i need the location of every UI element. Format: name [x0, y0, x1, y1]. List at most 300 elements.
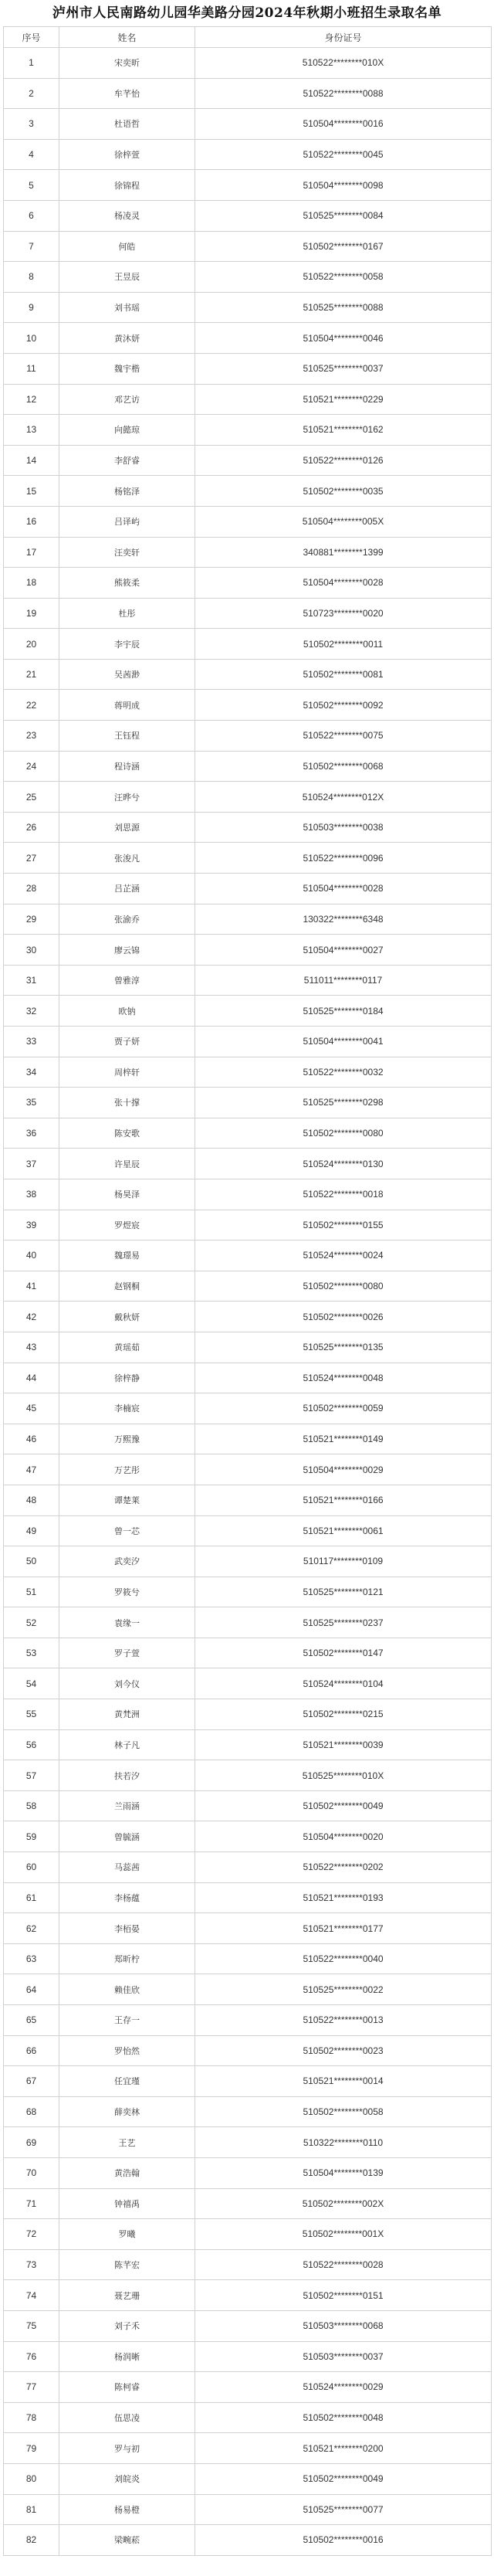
row-index: 68: [4, 2096, 59, 2127]
id-number: 510502********0059: [195, 1393, 492, 1424]
row-index: 79: [4, 2433, 59, 2464]
student-name: 赵钢桐: [59, 1271, 195, 1302]
table-row: [4, 1729, 492, 1760]
id-number: 510522********0045: [195, 139, 492, 170]
table-row: [4, 1149, 492, 1179]
student-name: 宋奕昕: [59, 48, 195, 79]
student-name: 梁畹菘: [59, 2525, 195, 2556]
student-name: 马蕊茜: [59, 1852, 195, 1883]
table-row: [4, 2433, 492, 2464]
id-number: 511011********0117: [195, 965, 492, 996]
id-number: 510504********0020: [195, 1821, 492, 1852]
student-name: 李栢晏: [59, 1913, 195, 1944]
row-index: 64: [4, 1974, 59, 2005]
table-row: [4, 476, 492, 507]
row-index: 46: [4, 1424, 59, 1454]
id-number: 510525********0084: [195, 200, 492, 231]
student-name: 黄浩翰: [59, 2157, 195, 2188]
row-index: 39: [4, 1210, 59, 1240]
header-index: 序号: [4, 27, 59, 48]
row-index: 47: [4, 1454, 59, 1485]
row-index: 1: [4, 48, 59, 79]
table-row: [4, 2035, 492, 2066]
id-number: 510524********0104: [195, 1668, 492, 1699]
table-row: [4, 262, 492, 293]
row-index: 51: [4, 1576, 59, 1607]
id-number: 510503********0038: [195, 812, 492, 843]
row-index: 36: [4, 1118, 59, 1149]
student-name: 罗子萱: [59, 1638, 195, 1668]
table-row: [4, 568, 492, 599]
table-row: [4, 1302, 492, 1332]
student-name: 杨昊泽: [59, 1179, 195, 1210]
table-row: [4, 1852, 492, 1883]
table-row: [4, 2066, 492, 2097]
student-name: 向懿琼: [59, 415, 195, 446]
table-row: [4, 78, 492, 109]
row-index: 61: [4, 1882, 59, 1913]
table-row: [4, 1027, 492, 1057]
row-index: 25: [4, 782, 59, 813]
row-index: 54: [4, 1668, 59, 1699]
table-row: [4, 782, 492, 813]
row-index: 67: [4, 2066, 59, 2097]
table-row: [4, 415, 492, 446]
student-name: 戴秋妍: [59, 1302, 195, 1332]
row-index: 6: [4, 200, 59, 231]
table-row: [4, 2525, 492, 2556]
id-number: 510522********0040: [195, 1943, 492, 1974]
row-index: 76: [4, 2341, 59, 2372]
student-name: 刘皖炎: [59, 2463, 195, 2494]
page-title: 泸州市人民南路幼儿园华美路分园2024年秋期小班招生录取名单: [52, 5, 442, 21]
table-row: [4, 2372, 492, 2403]
row-index: 63: [4, 1943, 59, 1974]
row-index: 24: [4, 751, 59, 782]
row-index: 69: [4, 2127, 59, 2158]
table-row: [4, 1118, 492, 1149]
header-id-number: 身份证号: [195, 27, 492, 48]
row-index: 5: [4, 170, 59, 201]
id-number: 510502********0092: [195, 690, 492, 721]
student-name: 王存一: [59, 2005, 195, 2036]
id-number: 510525********0135: [195, 1332, 492, 1363]
row-index: 40: [4, 1240, 59, 1271]
row-index: 18: [4, 568, 59, 599]
student-name: 扶若汐: [59, 1760, 195, 1791]
table-row: [4, 2494, 492, 2525]
id-number: 510525********0022: [195, 1974, 492, 2005]
id-number: 510502********0049: [195, 2463, 492, 2494]
student-name: 王艺: [59, 2127, 195, 2158]
student-name: 杜语哲: [59, 109, 195, 140]
table-row: [4, 200, 492, 231]
table-row: [4, 659, 492, 690]
id-number: 510504********0016: [195, 109, 492, 140]
student-name: 兰雨涵: [59, 1790, 195, 1821]
student-name: 吕译屿: [59, 506, 195, 537]
table-row: [4, 812, 492, 843]
id-number: 510524********0130: [195, 1149, 492, 1179]
header-name: 姓名: [59, 27, 195, 48]
row-index: 72: [4, 2219, 59, 2250]
id-number: 510522********0075: [195, 721, 492, 752]
student-name: 任宜瑾: [59, 2066, 195, 2097]
table-row: [4, 2157, 492, 2188]
row-index: 45: [4, 1393, 59, 1424]
id-number: 510504********0027: [195, 935, 492, 966]
row-index: 57: [4, 1760, 59, 1791]
table-row: [4, 2249, 492, 2280]
student-name: 谭楚莱: [59, 1485, 195, 1515]
row-index: 73: [4, 2249, 59, 2280]
row-index: 28: [4, 874, 59, 904]
id-number: 510502********0026: [195, 1302, 492, 1332]
table-row: [4, 537, 492, 568]
row-index: 20: [4, 629, 59, 660]
student-name: 王昱辰: [59, 262, 195, 293]
row-index: 37: [4, 1149, 59, 1179]
student-name: 廖云锦: [59, 935, 195, 966]
id-number: 510524********0029: [195, 2372, 492, 2403]
id-number: 510504********0028: [195, 874, 492, 904]
row-index: 70: [4, 2157, 59, 2188]
row-index: 34: [4, 1057, 59, 1088]
id-number: 510117********0109: [195, 1546, 492, 1577]
id-number: 510503********0037: [195, 2341, 492, 2372]
id-number: 510522********0032: [195, 1057, 492, 1088]
row-index: 19: [4, 598, 59, 629]
student-name: 罗怡然: [59, 2035, 195, 2066]
id-number: 510502********0081: [195, 659, 492, 690]
student-name: 袁缘一: [59, 1607, 195, 1638]
table-row: [4, 935, 492, 966]
id-number: 510525********0088: [195, 292, 492, 323]
student-name: 黄瑶茹: [59, 1332, 195, 1363]
id-number: 510525********010X: [195, 1760, 492, 1791]
student-name: 陈柯睿: [59, 2372, 195, 2403]
student-name: 王钰程: [59, 721, 195, 752]
row-index: 66: [4, 2035, 59, 2066]
table-row: [4, 1790, 492, 1821]
table-row: [4, 1974, 492, 2005]
table-row: [4, 629, 492, 660]
id-number: 510502********0058: [195, 2096, 492, 2127]
table-body: [4, 48, 492, 2556]
id-number: 510502********0155: [195, 1210, 492, 1240]
id-number: 510524********0024: [195, 1240, 492, 1271]
table-row: [4, 751, 492, 782]
table-row: [4, 2280, 492, 2311]
student-name: 杨凌灵: [59, 200, 195, 231]
table-row: [4, 1271, 492, 1302]
row-index: 74: [4, 2280, 59, 2311]
row-index: 21: [4, 659, 59, 690]
student-name: 程诗涵: [59, 751, 195, 782]
id-number: 510525********0037: [195, 353, 492, 384]
table-row: [4, 874, 492, 904]
student-name: 万艺彤: [59, 1454, 195, 1485]
row-index: 15: [4, 476, 59, 507]
id-number: 510522********0126: [195, 445, 492, 476]
id-number: 510522********010X: [195, 48, 492, 79]
row-index: 31: [4, 965, 59, 996]
id-number: 510521********0014: [195, 2066, 492, 2097]
id-number: 340881********1399: [195, 537, 492, 568]
table-row: [4, 1179, 492, 1210]
id-number: 510521********0229: [195, 384, 492, 415]
id-number: 510525********0298: [195, 1088, 492, 1118]
student-name: 杨铭泽: [59, 476, 195, 507]
table-row: [4, 1882, 492, 1913]
student-name: 黄沐妍: [59, 323, 195, 354]
student-name: 武奕汐: [59, 1546, 195, 1577]
row-index: 81: [4, 2494, 59, 2525]
id-number: 510502********001X: [195, 2219, 492, 2250]
table-row: [4, 109, 492, 140]
student-name: 曾雅淳: [59, 965, 195, 996]
row-index: 65: [4, 2005, 59, 2036]
student-name: 万熙豫: [59, 1424, 195, 1454]
table-row: [4, 1393, 492, 1424]
table-row: [4, 1668, 492, 1699]
student-name: 罗筱兮: [59, 1576, 195, 1607]
row-index: 77: [4, 2372, 59, 2403]
row-index: 58: [4, 1790, 59, 1821]
row-index: 17: [4, 537, 59, 568]
id-number: 510502********0080: [195, 1271, 492, 1302]
row-index: 56: [4, 1729, 59, 1760]
admission-table: [3, 26, 492, 2556]
id-number: 510522********0202: [195, 1852, 492, 1883]
row-index: 9: [4, 292, 59, 323]
id-number: 510502********002X: [195, 2188, 492, 2219]
student-name: 汪奕轩: [59, 537, 195, 568]
id-number: 510504********0139: [195, 2157, 492, 2188]
table-row: [4, 1821, 492, 1852]
row-index: 13: [4, 415, 59, 446]
id-number: 510322********0110: [195, 2127, 492, 2158]
row-index: 52: [4, 1607, 59, 1638]
row-index: 42: [4, 1302, 59, 1332]
row-index: 4: [4, 139, 59, 170]
student-name: 刘书瑶: [59, 292, 195, 323]
row-index: 16: [4, 506, 59, 537]
table-row: [4, 1057, 492, 1088]
id-number: 510502********0016: [195, 2525, 492, 2556]
row-index: 62: [4, 1913, 59, 1944]
student-name: 汪晔兮: [59, 782, 195, 813]
student-name: 许星辰: [59, 1149, 195, 1179]
id-number: 510521********0177: [195, 1913, 492, 1944]
row-index: 14: [4, 445, 59, 476]
student-name: 蒋明成: [59, 690, 195, 721]
student-name: 张渝乔: [59, 904, 195, 935]
table-row: [4, 1332, 492, 1363]
row-index: 23: [4, 721, 59, 752]
id-number: 510504********005X: [195, 506, 492, 537]
student-name: 邓艺访: [59, 384, 195, 415]
student-name: 周梓轩: [59, 1057, 195, 1088]
student-name: 徐梓静: [59, 1363, 195, 1393]
student-name: 杜彤: [59, 598, 195, 629]
id-number: 510502********0023: [195, 2035, 492, 2066]
row-index: 12: [4, 384, 59, 415]
student-name: 吴茜渺: [59, 659, 195, 690]
student-name: 李杨蕴: [59, 1882, 195, 1913]
id-number: 510504********0028: [195, 568, 492, 599]
row-index: 43: [4, 1332, 59, 1363]
student-name: 张浚凡: [59, 843, 195, 874]
student-name: 罗与初: [59, 2433, 195, 2464]
row-index: 78: [4, 2402, 59, 2433]
id-number: 510521********0200: [195, 2433, 492, 2464]
table-row: [4, 2188, 492, 2219]
row-index: 80: [4, 2463, 59, 2494]
id-number: 510504********0098: [195, 170, 492, 201]
student-name: 薛奕林: [59, 2096, 195, 2127]
student-name: 张十撑: [59, 1088, 195, 1118]
table-row: [4, 1424, 492, 1454]
row-index: 35: [4, 1088, 59, 1118]
student-name: 吕芷涵: [59, 874, 195, 904]
id-number: 510524********012X: [195, 782, 492, 813]
row-index: 82: [4, 2525, 59, 2556]
row-index: 38: [4, 1179, 59, 1210]
table-row: [4, 170, 492, 201]
id-number: 510521********0162: [195, 415, 492, 446]
student-name: 聂艺珊: [59, 2280, 195, 2311]
id-number: 510522********0088: [195, 78, 492, 109]
table-row: [4, 1210, 492, 1240]
student-name: 李楠宸: [59, 1393, 195, 1424]
student-name: 陈芊宏: [59, 2249, 195, 2280]
row-index: 71: [4, 2188, 59, 2219]
student-name: 曾毓涵: [59, 1821, 195, 1852]
table-row: [4, 445, 492, 476]
id-number: 510502********0147: [195, 1638, 492, 1668]
row-index: 60: [4, 1852, 59, 1883]
row-index: 26: [4, 812, 59, 843]
row-index: 50: [4, 1546, 59, 1577]
table-row: [4, 353, 492, 384]
id-number: 510525********0184: [195, 996, 492, 1027]
table-row: [4, 323, 492, 354]
table-header-row: [4, 27, 492, 48]
id-number: 510502********0068: [195, 751, 492, 782]
table-row: [4, 1546, 492, 1577]
id-number: 510504********0041: [195, 1027, 492, 1057]
id-number: 510504********0029: [195, 1454, 492, 1485]
table-row: [4, 996, 492, 1027]
row-index: 3: [4, 109, 59, 140]
student-name: 欧钠: [59, 996, 195, 1027]
id-number: 510521********0149: [195, 1424, 492, 1454]
id-number: 510522********0018: [195, 1179, 492, 1210]
table-row: [4, 598, 492, 629]
table-row: [4, 2127, 492, 2158]
student-name: 魏璟易: [59, 1240, 195, 1271]
id-number: 510522********0096: [195, 843, 492, 874]
row-index: 49: [4, 1515, 59, 1546]
student-name: 李宇辰: [59, 629, 195, 660]
student-name: 林子凡: [59, 1729, 195, 1760]
id-number: 510502********0167: [195, 231, 492, 262]
id-number: 510502********0049: [195, 1790, 492, 1821]
table-row: [4, 48, 492, 79]
id-number: 510521********0166: [195, 1485, 492, 1515]
table-row: [4, 1576, 492, 1607]
table-row: [4, 1240, 492, 1271]
id-number: 510503********0068: [195, 2310, 492, 2341]
id-number: 510502********0011: [195, 629, 492, 660]
row-index: 33: [4, 1027, 59, 1057]
table-row: [4, 2341, 492, 2372]
id-number: 510521********0039: [195, 1729, 492, 1760]
id-number: 510502********0035: [195, 476, 492, 507]
student-name: 伍思凌: [59, 2402, 195, 2433]
id-number: 510504********0046: [195, 323, 492, 354]
table-row: [4, 231, 492, 262]
student-name: 李舒睿: [59, 445, 195, 476]
row-index: 53: [4, 1638, 59, 1668]
table-row: [4, 1515, 492, 1546]
row-index: 30: [4, 935, 59, 966]
table-row: [4, 2402, 492, 2433]
table-row: [4, 1760, 492, 1791]
table-row: [4, 1699, 492, 1730]
row-index: 10: [4, 323, 59, 354]
row-index: 29: [4, 904, 59, 935]
id-number: 510525********0237: [195, 1607, 492, 1638]
student-name: 何皓: [59, 231, 195, 262]
student-name: 罗曦: [59, 2219, 195, 2250]
table-row: [4, 721, 492, 752]
student-name: 刘今仪: [59, 1668, 195, 1699]
table-row: [4, 506, 492, 537]
id-number: 510525********0121: [195, 1576, 492, 1607]
id-number: 510723********0020: [195, 598, 492, 629]
row-index: 44: [4, 1363, 59, 1393]
row-index: 8: [4, 262, 59, 293]
row-index: 55: [4, 1699, 59, 1730]
row-index: 11: [4, 353, 59, 384]
student-name: 刘思源: [59, 812, 195, 843]
row-index: 32: [4, 996, 59, 1027]
id-number: 510521********0193: [195, 1882, 492, 1913]
student-name: 钟禧禹: [59, 2188, 195, 2219]
student-name: 刘子禾: [59, 2310, 195, 2341]
student-name: 陈安歌: [59, 1118, 195, 1149]
table-row: [4, 2463, 492, 2494]
student-name: 罗煜宸: [59, 1210, 195, 1240]
student-name: 杨润晰: [59, 2341, 195, 2372]
table-row: [4, 904, 492, 935]
student-name: 赖佳欣: [59, 1974, 195, 2005]
table-row: [4, 690, 492, 721]
id-number: 510524********0048: [195, 1363, 492, 1393]
table-row: [4, 1913, 492, 1944]
row-index: 27: [4, 843, 59, 874]
row-index: 75: [4, 2310, 59, 2341]
table-row: [4, 843, 492, 874]
student-name: 杨易橙: [59, 2494, 195, 2525]
student-name: 牟芊怡: [59, 78, 195, 109]
table-row: [4, 384, 492, 415]
table-row: [4, 2096, 492, 2127]
row-index: 7: [4, 231, 59, 262]
id-number: 510522********0013: [195, 2005, 492, 2036]
